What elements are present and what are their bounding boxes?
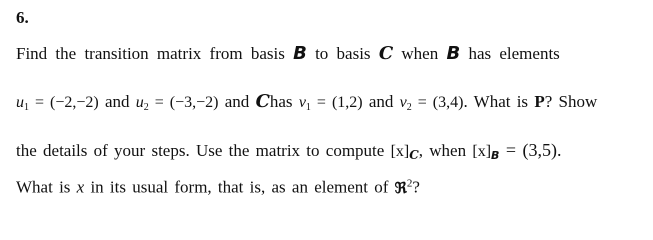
text-and-2: and: [224, 92, 250, 111]
text-has-elements: has elements: [468, 44, 560, 63]
vector-u2: $u_2 = (-3,-2)$: [135, 94, 219, 113]
question-line-3: [16, 140, 562, 162]
text-what-is: . What is: [463, 92, 529, 111]
matrix-p-symbol: P: [534, 92, 545, 111]
reals-symbol: ℜ$^2$: [394, 177, 413, 197]
text-find-transition: Find the transition matrix from basis: [16, 44, 285, 63]
text-show: ? Show: [544, 92, 598, 111]
text-usual-form: in its usual form, that is, as an element of: [90, 177, 389, 197]
vector-v2: $v_2 = (3,4)$: [399, 94, 464, 113]
text-and-3: and: [368, 92, 394, 111]
text-what-is-2: What is: [16, 177, 71, 197]
text-question-mark: ?: [412, 177, 420, 197]
question-line-2: [16, 91, 597, 113]
coord-x-c: $[x]_C$: [390, 143, 419, 162]
vector-u1: $u_1 = (-2,-2)$: [16, 94, 99, 113]
question-number: 6.: [16, 8, 29, 27]
question-line-4: [16, 177, 420, 198]
text-and-1: and: [104, 92, 130, 111]
coord-x-b: $[x]_B = (3,5)$.: [472, 140, 562, 162]
text-when-2: , when: [418, 141, 467, 160]
variable-x: x: [76, 177, 85, 197]
text-when: when: [401, 44, 439, 63]
vector-v1: $v_1 = (1,2)$: [298, 94, 363, 113]
basis-b-symbol-2: B: [446, 43, 461, 64]
basis-b-symbol: B: [293, 43, 307, 64]
text-to-basis: to basis: [315, 44, 371, 63]
basis-c-symbol: C: [378, 43, 394, 64]
text-details: the details of your steps. Use the matrix to compute: [16, 141, 385, 160]
text-has: has: [269, 92, 293, 111]
basis-c-symbol-2: C: [255, 91, 270, 112]
question-line-1: [16, 43, 560, 64]
